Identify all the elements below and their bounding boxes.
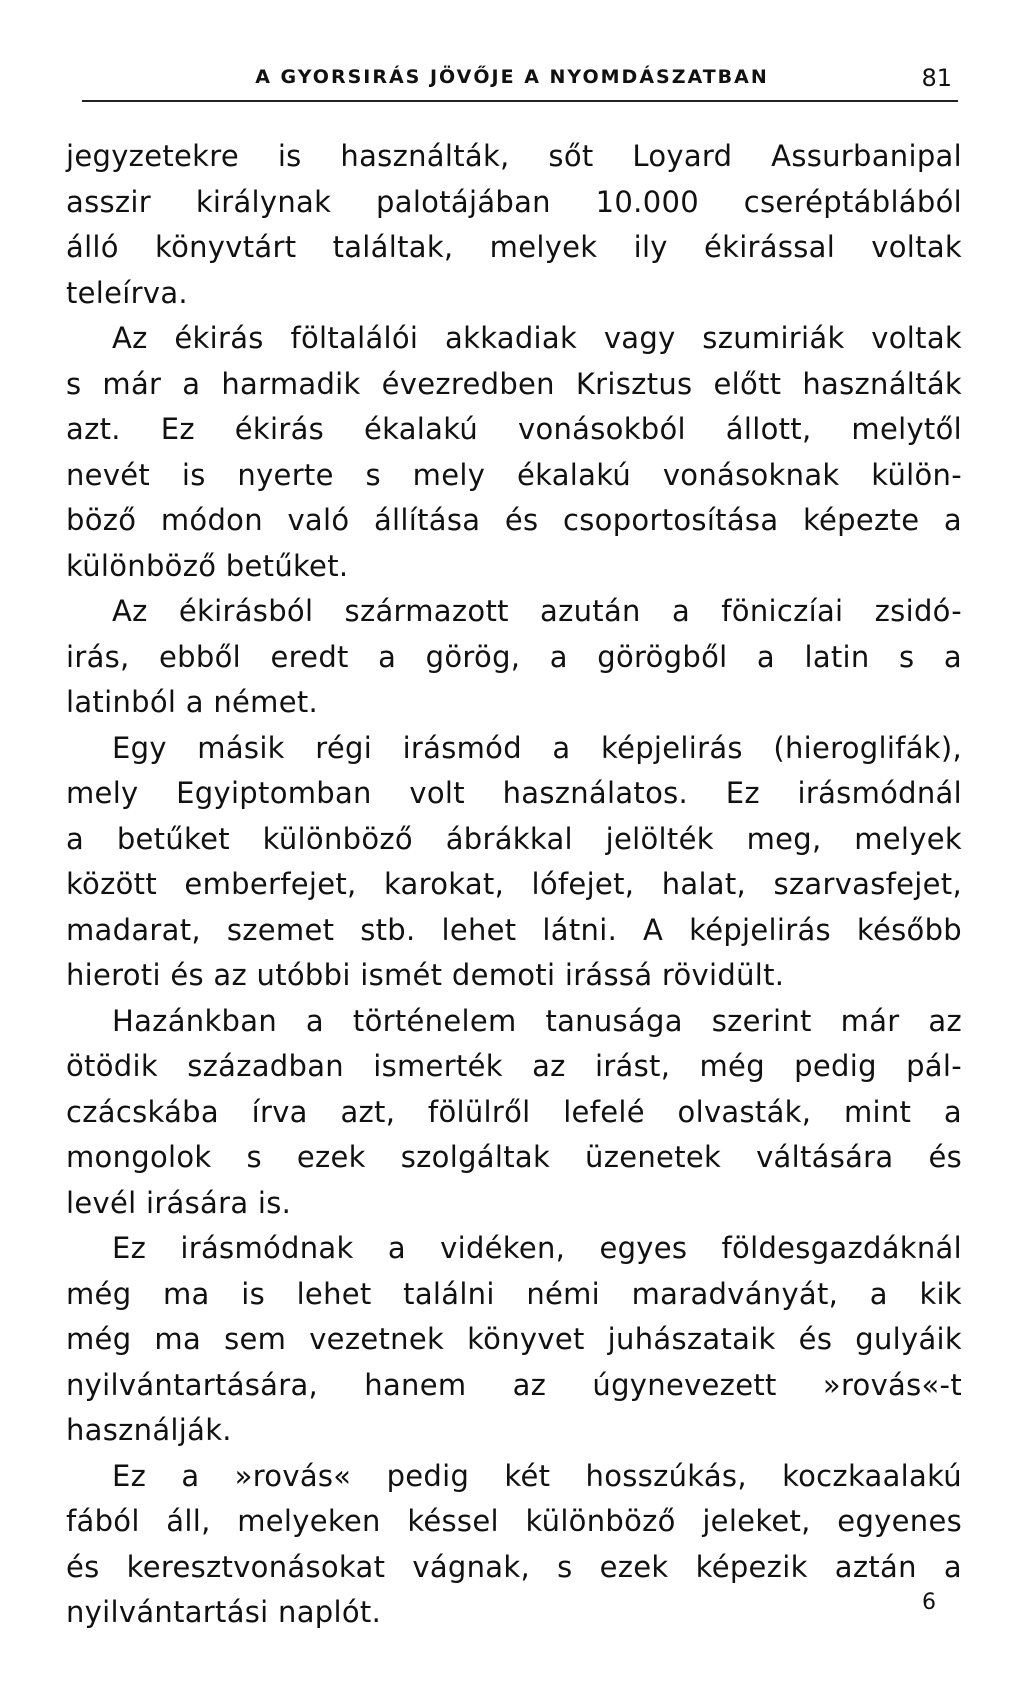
paragraph [66, 316, 962, 589]
text-line: böző módon való állítása és csoportosítása képezte a [66, 503, 962, 537]
text-line: ötödik században ismerték az irást, még pedig pál- [66, 1049, 962, 1083]
text-line: fából áll, melyeken késsel különböző jeleket, egyenes [66, 1504, 962, 1538]
text-line: és keresztvonásokat vágnak, s ezek képezik aztán a [66, 1549, 962, 1584]
page-number: 81 [921, 64, 952, 92]
text-line: álló könyvtárt találtak, melyek ily ékirással voltak [66, 230, 962, 264]
paragraph [66, 1226, 962, 1454]
text-line: levél irására is. [66, 1185, 292, 1220]
text-line: latinból a német. [66, 685, 319, 719]
text-line: czácskába írva azt, fölülről lefelé olvasták, mint a [66, 1094, 962, 1129]
paragraph [66, 1454, 962, 1636]
text-line: Ez irásmódnak a vidéken, egyes földesgazdáknál [112, 1231, 962, 1265]
body-text [66, 134, 962, 1636]
header-rule [82, 100, 958, 102]
text-line: s már a harmadik évezredben Krisztus előtt használták [66, 366, 962, 401]
paragraph [66, 589, 962, 726]
running-head [66, 62, 958, 102]
text-line: a betűket különböző ábrákkal jelölték meg, melyek [66, 821, 962, 856]
text-line: Ez a »rovás« pedig két hosszúkás, koczkaalakú [112, 1458, 962, 1493]
text-line: asszir királynak palotájában 10.000 cseréptáblából [66, 184, 962, 219]
text-line: Egy másik régi irásmód a képjelirás (hieroglifák), [112, 730, 962, 765]
text-line: még ma is lehet találni némi maradványát, a kik [66, 1276, 962, 1311]
running-title: A GYORSIRÁS JÖVŐJE A NYOMDÁSZATBAN [255, 66, 769, 88]
paragraph [66, 134, 962, 316]
signature-mark: 6 [922, 1590, 936, 1615]
text-line: hieroti és az utóbbi ismét demoti irássá rövidült. [66, 958, 785, 992]
text-line: nyilvántartási naplót. [66, 1595, 382, 1629]
text-line: Az ékirásból származott azután a föniczíai zsidó- [112, 594, 962, 628]
text-line: azt. Ez ékirás ékalakú vonásokból állott, melytől [66, 412, 962, 446]
text-line: között emberfejet, karokat, lófejet, halat, szarvasfejet, [66, 867, 962, 901]
text-line: irás, ebből eredt a görög, a görögből a latin s a [66, 639, 962, 674]
text-line: még ma sem vezetnek könyvet juhászataik és gulyáik [66, 1322, 962, 1356]
text-line: teleírva. [66, 275, 188, 310]
text-line: mely Egyiptomban volt használatos. Ez irásmódnál [66, 776, 962, 810]
text-line: különböző betűket. [66, 548, 349, 583]
text-line: nevét is nyerte s mely ékalakú vonásoknak külön- [66, 457, 962, 492]
text-line: jegyzetekre is használták, sőt Loyard Assurbanipal [66, 139, 962, 173]
text-line: nyilvántartására, hanem az úgynevezett »rovás«-t [66, 1367, 962, 1402]
paragraph [66, 726, 962, 999]
text-line: Az ékirás föltalálói akkadiak vagy szumiriák voltak [112, 321, 962, 355]
text-line: madarat, szemet stb. lehet látni. A képjelirás később [66, 912, 962, 947]
text-line: Hazánkban a történelem tanusága szerint már az [112, 1003, 962, 1038]
paragraph [66, 999, 962, 1227]
text-line: mongolok s ezek szolgáltak üzenetek váltására és [66, 1140, 962, 1174]
text-line: használják. [66, 1413, 232, 1447]
